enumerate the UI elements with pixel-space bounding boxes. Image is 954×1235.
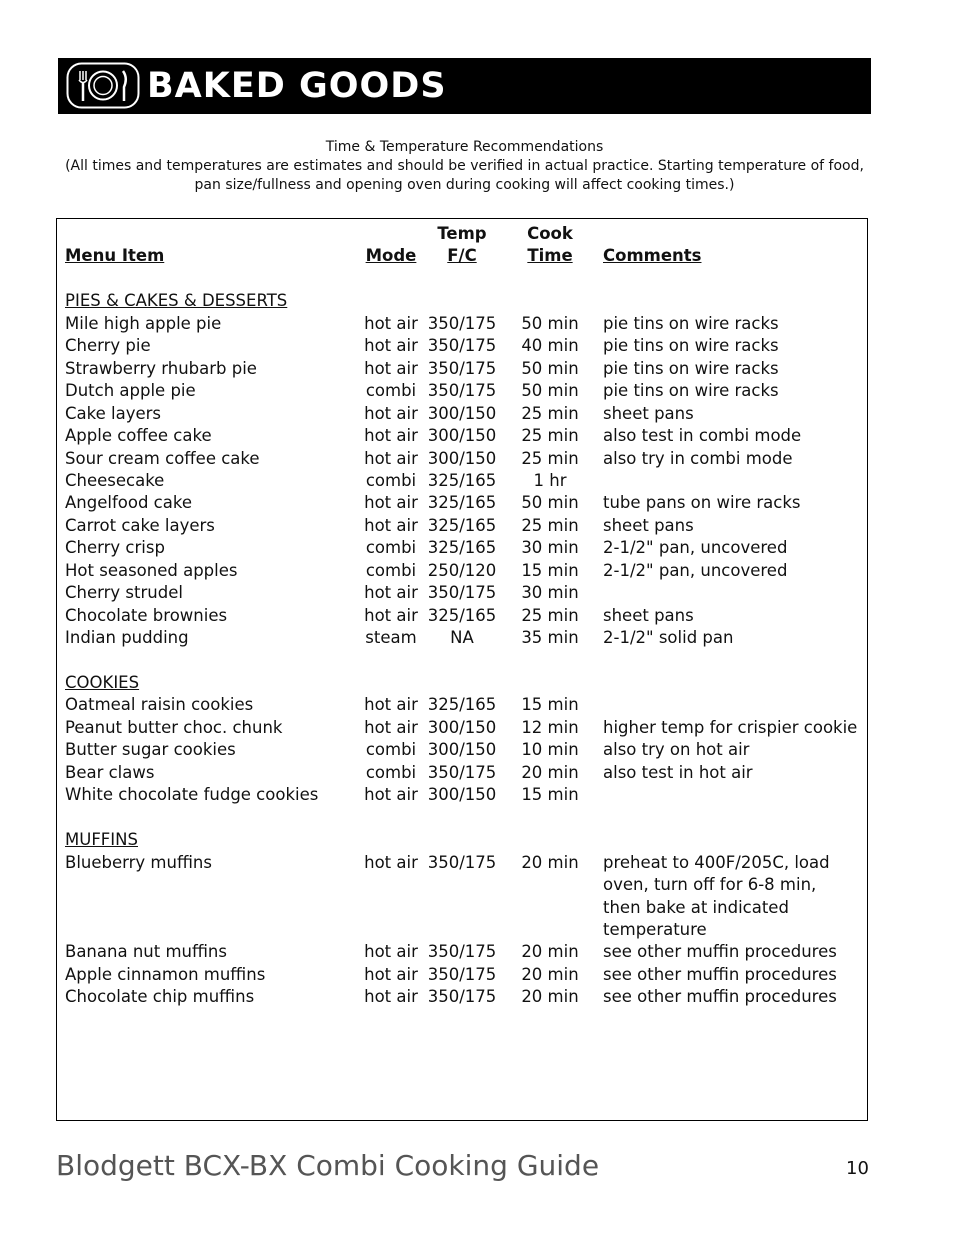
col-comments: Comments	[603, 246, 702, 265]
section-heading	[57, 672, 867, 694]
temp-value: 350/175	[427, 358, 497, 378]
table-row	[57, 986, 867, 1008]
menu-item: White chocolate fudge cookies	[65, 785, 319, 805]
comment-value: pie tins on wire racks	[603, 313, 779, 333]
temp-value: 350/175	[427, 942, 497, 962]
table-row	[57, 515, 867, 537]
mode-value: hot air	[364, 964, 418, 984]
cook-time-value: 25 min	[521, 605, 579, 625]
cook-time-value: 20 min	[521, 942, 579, 962]
table-row	[57, 358, 867, 380]
cook-time-value: 25 min	[521, 426, 579, 446]
comment-value: pie tins on wire racks	[603, 358, 779, 378]
comment-value: sheet pans	[603, 403, 694, 423]
comment-continuation	[57, 897, 867, 919]
cook-time-value: 12 min	[521, 717, 579, 737]
menu-item: Angelfood cake	[65, 493, 192, 513]
menu-item: Cheesecake	[65, 470, 165, 490]
comment-value: also test in combi mode	[603, 426, 802, 446]
plate-fork-knife-icon	[66, 62, 140, 109]
table-row	[57, 313, 867, 335]
table-row	[57, 852, 867, 874]
menu-item: Cake layers	[65, 403, 161, 423]
cook-time-value: 20 min	[521, 964, 579, 984]
table-row	[57, 560, 867, 582]
cook-time-value: 1 hr	[533, 470, 567, 490]
menu-item: Banana nut muffins	[65, 942, 227, 962]
mode-value: combi	[365, 381, 417, 401]
temp-value: 350/175	[427, 964, 497, 984]
table-header-top	[57, 223, 867, 245]
table-row	[57, 582, 867, 604]
comment-line: temperature	[603, 919, 707, 939]
mode-value: hot air	[364, 583, 418, 603]
menu-item: Chocolate brownies	[65, 605, 228, 625]
mode-value: hot air	[364, 785, 418, 805]
temp-value: 325/165	[427, 515, 497, 535]
mode-value: combi	[365, 538, 417, 558]
comment-continuation	[57, 919, 867, 941]
cook-time-value: 50 min	[521, 358, 579, 378]
temp-value: 325/165	[427, 493, 497, 513]
cook-time-value: 25 min	[521, 403, 579, 423]
mode-value: hot air	[364, 426, 418, 446]
mode-value: hot air	[364, 695, 418, 715]
menu-item: Dutch apple pie	[65, 381, 196, 401]
menu-item: Sour cream coffee cake	[65, 448, 260, 468]
menu-item: Oatmeal raisin cookies	[65, 695, 254, 715]
table-row	[57, 403, 867, 425]
temp-value: 350/175	[427, 313, 497, 333]
menu-item: Mile high apple pie	[65, 313, 222, 333]
cook-time-value: 25 min	[521, 448, 579, 468]
cook-time-value: 15 min	[521, 560, 579, 580]
col-mode: Mode	[365, 246, 417, 265]
temp-value: 350/175	[427, 987, 497, 1007]
comment-value: see other muffin procedures	[603, 942, 837, 962]
comment-value: 2-1/2" pan, uncovered	[603, 560, 788, 580]
temp-value: 325/165	[427, 538, 497, 558]
footer-guide-title: Blodgett BCX-BX Combi Cooking Guide	[56, 1149, 600, 1182]
col-menu-item: Menu Item	[65, 246, 165, 265]
cook-time-value: 50 min	[521, 313, 579, 333]
temp-value: 300/150	[427, 448, 497, 468]
mode-value: hot air	[364, 852, 418, 872]
menu-item: Peanut butter choc. chunk	[65, 717, 283, 737]
menu-item: Butter sugar cookies	[65, 740, 236, 760]
menu-item: Strawberry rhubarb pie	[65, 358, 257, 378]
table-row	[57, 941, 867, 963]
col-time-top: Cook	[527, 224, 573, 243]
section-header-bar	[58, 58, 871, 114]
menu-item: Cherry pie	[65, 336, 151, 356]
table-row	[57, 425, 867, 447]
comment-value: see other muffin procedures	[603, 964, 837, 984]
section-heading	[57, 290, 867, 312]
cook-time-value: 15 min	[521, 785, 579, 805]
menu-item: Carrot cake layers	[65, 515, 215, 535]
table-row	[57, 335, 867, 357]
comment-value: also try in combi mode	[603, 448, 793, 468]
comment-value: pie tins on wire racks	[603, 336, 779, 356]
menu-item: Indian pudding	[65, 628, 189, 648]
recommendations-table	[56, 218, 868, 1121]
temp-value: 250/120	[427, 560, 497, 580]
mode-value: hot air	[364, 515, 418, 535]
cook-time-value: 40 min	[521, 336, 579, 356]
section-heading	[57, 829, 867, 851]
comment-value: pie tins on wire racks	[603, 381, 779, 401]
page-title: BAKED GOODS	[147, 66, 447, 106]
section-title: PIES & CAKES & DESSERTS	[65, 291, 288, 311]
cook-time-value: 10 min	[521, 740, 579, 760]
cook-time-value: 35 min	[521, 628, 579, 648]
table-row	[57, 694, 867, 716]
mode-value: hot air	[364, 403, 418, 423]
temp-value: 350/175	[427, 336, 497, 356]
comment-value: see other muffin procedures	[603, 987, 837, 1007]
comment-value: tube pans on wire racks	[603, 493, 801, 513]
table-row	[57, 605, 867, 627]
comment-value: sheet pans	[603, 515, 694, 535]
temp-value: 300/150	[427, 740, 497, 760]
col-temp-top: Temp	[437, 224, 487, 243]
table-row	[57, 492, 867, 514]
menu-item: Apple cinnamon muffins	[65, 964, 266, 984]
table-header	[57, 245, 867, 267]
temp-value: NA	[450, 628, 474, 648]
temp-value: 325/165	[427, 470, 497, 490]
cook-time-value: 20 min	[521, 762, 579, 782]
cook-time-value: 30 min	[521, 538, 579, 558]
cook-time-value: 25 min	[521, 515, 579, 535]
intro-line-3: pan size/fullness and opening oven during cooking will affect cooking times.)	[194, 177, 735, 193]
table-row	[57, 717, 867, 739]
comment-value: 2-1/2" pan, uncovered	[603, 538, 788, 558]
table-row	[57, 448, 867, 470]
temp-value: 325/165	[427, 605, 497, 625]
cook-time-value: 20 min	[521, 852, 579, 872]
table-row	[57, 627, 867, 649]
intro-line-1: Time & Temperature Recommendations	[325, 139, 604, 155]
temp-value: 350/175	[427, 583, 497, 603]
temp-value: 350/175	[427, 762, 497, 782]
mode-value: hot air	[364, 942, 418, 962]
cook-time-value: 20 min	[521, 987, 579, 1007]
menu-item: Chocolate chip muffins	[65, 987, 255, 1007]
mode-value: combi	[365, 560, 417, 580]
mode-value: combi	[365, 470, 417, 490]
menu-item: Cherry strudel	[65, 583, 183, 603]
intro-line-2: (All times and temperatures are estimates and should be verified in actual practice. Starting temperature of food,	[65, 158, 864, 174]
comment-value: sheet pans	[603, 605, 694, 625]
cook-time-value: 50 min	[521, 381, 579, 401]
menu-item: Bear claws	[65, 762, 155, 782]
col-time-bottom: Time	[527, 246, 573, 265]
intro-note	[58, 138, 871, 195]
temp-value: 350/175	[427, 852, 497, 872]
menu-item: Apple coffee cake	[65, 426, 212, 446]
mode-value: hot air	[364, 605, 418, 625]
temp-value: 300/150	[427, 785, 497, 805]
table-row	[57, 762, 867, 784]
temp-value: 300/150	[427, 426, 497, 446]
comment-continuation	[57, 874, 867, 896]
mode-value: hot air	[364, 313, 418, 333]
cook-time-value: 50 min	[521, 493, 579, 513]
table-row	[57, 537, 867, 559]
mode-value: hot air	[364, 448, 418, 468]
mode-value: hot air	[364, 987, 418, 1007]
cook-time-value: 15 min	[521, 695, 579, 715]
menu-item: Cherry crisp	[65, 538, 165, 558]
table-row	[57, 739, 867, 761]
table-row	[57, 380, 867, 402]
temp-value: 350/175	[427, 381, 497, 401]
comment-line: oven, turn off for 6-8 min,	[603, 875, 817, 895]
table-row	[57, 964, 867, 986]
table-row	[57, 470, 867, 492]
mode-value: steam	[365, 628, 417, 648]
comment-value: also try on hot air	[603, 740, 750, 760]
section-title: COOKIES	[65, 673, 140, 692]
temp-value: 300/150	[427, 717, 497, 737]
page-number: 10	[846, 1158, 869, 1179]
comment-line: then bake at indicated	[603, 897, 789, 917]
comment-value: also test in hot air	[603, 762, 753, 782]
temp-value: 325/165	[427, 695, 497, 715]
comment-value: 2-1/2" solid pan	[603, 628, 734, 648]
comment-line: preheat to 400F/205C, load	[603, 852, 830, 872]
mode-value: hot air	[364, 493, 418, 513]
col-temp-bottom: F/C	[447, 246, 477, 265]
mode-value: hot air	[364, 717, 418, 737]
table-row	[57, 784, 867, 806]
cook-time-value: 30 min	[521, 583, 579, 603]
mode-value: hot air	[364, 358, 418, 378]
menu-item: Hot seasoned apples	[65, 560, 238, 580]
temp-value: 300/150	[427, 403, 497, 423]
mode-value: combi	[365, 740, 417, 760]
menu-item: Blueberry muffins	[65, 852, 212, 872]
mode-value: hot air	[364, 336, 418, 356]
comment-value: higher temp for crispier cookie	[603, 717, 858, 737]
mode-value: combi	[365, 762, 417, 782]
section-title: MUFFINS	[65, 830, 138, 850]
